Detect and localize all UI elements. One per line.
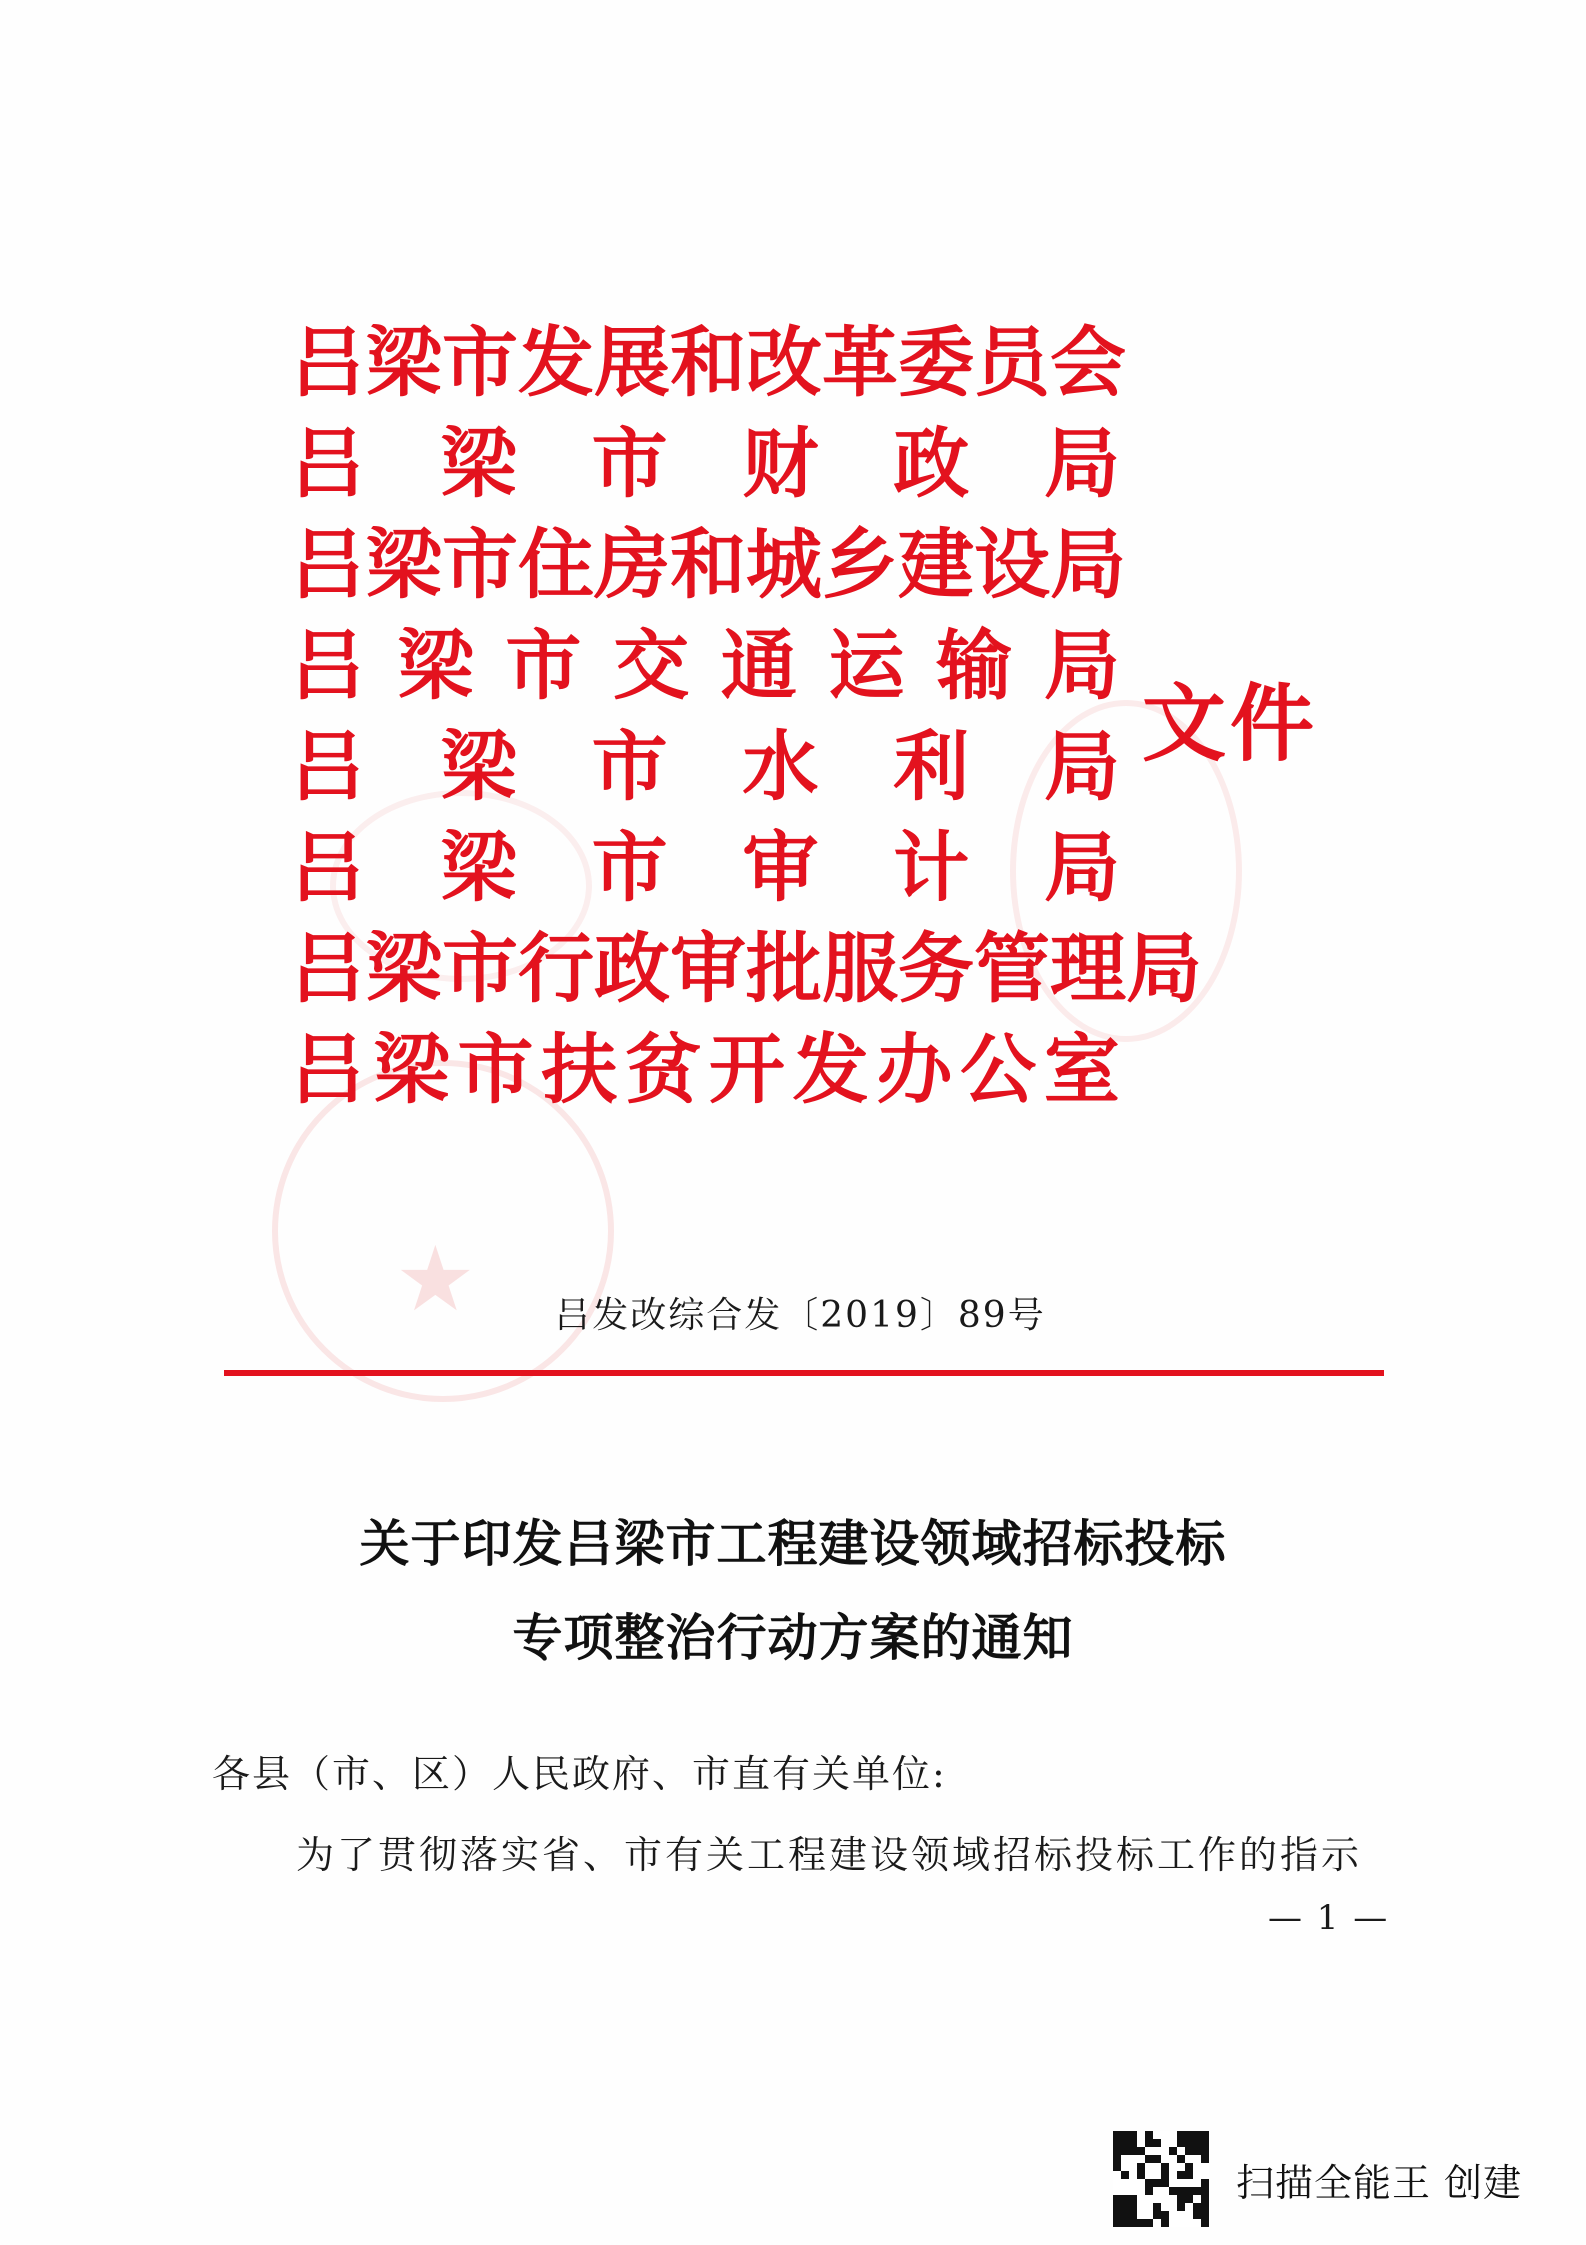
masthead-char: 建 [898,520,974,609]
masthead-char: 理 [1050,924,1126,1013]
masthead-org-line [290,817,1120,918]
masthead-char: 吕 [290,318,366,407]
masthead-org-line [290,1019,1120,1120]
masthead-org-line [290,615,1120,716]
masthead-char: 市 [442,520,518,609]
masthead-char: 财 [742,419,819,508]
masthead-char: 审 [670,924,746,1013]
masthead-char: 委 [898,318,974,407]
masthead-char: 住 [518,520,594,609]
masthead-char: 市 [505,621,582,710]
masthead-char: 市 [442,924,518,1013]
masthead-char: 市 [457,1025,534,1114]
masthead-char: 房 [594,520,670,609]
masthead-char: 吕 [290,924,366,1013]
masthead-char: 吕 [290,823,366,912]
red-masthead [290,312,1202,1120]
masthead-char: 利 [893,722,970,811]
masthead-char: 展 [594,318,670,407]
masthead-char: 运 [828,621,905,710]
masthead-char: 和 [670,318,746,407]
masthead-char: 局 [1043,419,1120,508]
masthead-char: 梁 [440,722,517,811]
masthead-char: 服 [822,924,898,1013]
body-paragraph: 为了贯彻落实省、市有关工程建设领域招标投标工作的指示 [296,1833,1363,1877]
masthead-char: 吕 [290,1025,366,1114]
scanner-watermark: 扫描全能王 创建 [1236,2161,1523,2205]
masthead-char: 行 [518,924,594,1013]
masthead-char: 吕 [290,722,366,811]
masthead-char: 市 [591,823,668,912]
masthead-char: 政 [594,924,670,1013]
masthead-char: 改 [746,318,822,407]
masthead-char: 开 [708,1025,785,1114]
masthead-char: 局 [1126,924,1202,1013]
masthead-char: 梁 [366,924,442,1013]
masthead-char: 吕 [290,520,366,609]
masthead-char: 城 [746,520,822,609]
masthead-char: 批 [746,924,822,1013]
masthead-char: 输 [936,621,1013,710]
qr-code-icon [1113,2131,1209,2227]
salutation: 各县（市、区）人民政府、市直有关单位: [212,1752,947,1796]
masthead-char: 交 [613,621,690,710]
masthead-char: 审 [742,823,819,912]
masthead-char: 水 [742,722,819,811]
masthead-org-line [290,514,1126,615]
masthead-org-line [290,716,1120,817]
masthead-char: 设 [974,520,1050,609]
masthead-char: 梁 [440,419,517,508]
masthead-char: 计 [893,823,970,912]
document-title-line-1: 关于印发吕梁市工程建设领域招标投标 [359,1515,1227,1573]
masthead-char: 办 [876,1025,953,1114]
masthead-char: 吕 [290,621,366,710]
masthead-char: 梁 [366,520,442,609]
masthead-char: 梁 [366,318,442,407]
masthead-char: 贫 [625,1025,702,1114]
masthead-char: 梁 [373,1025,450,1114]
masthead-char: 乡 [822,520,898,609]
document-number: 吕发改综合发〔2019〕89号 [554,1295,1046,1336]
masthead-doc-type: 文件 [1142,675,1319,773]
masthead-char: 室 [1043,1025,1120,1114]
masthead-char: 局 [1043,722,1120,811]
masthead-org-line [290,918,1202,1019]
masthead-char: 市 [442,318,518,407]
masthead-char: 市 [591,419,668,508]
masthead-char: 通 [720,621,797,710]
masthead-org-line [290,312,1126,413]
red-divider-line [224,1370,1384,1376]
masthead-char: 和 [670,520,746,609]
masthead-char: 政 [893,419,970,508]
masthead-char: 发 [518,318,594,407]
masthead-char: 会 [1050,318,1126,407]
masthead-char: 发 [792,1025,869,1114]
masthead-char: 务 [898,924,974,1013]
masthead-char: 局 [1050,520,1126,609]
masthead-char: 局 [1043,823,1120,912]
masthead-char: 公 [960,1025,1037,1114]
document-title-line-2: 专项整治行动方案的通知 [512,1609,1074,1667]
masthead-char: 市 [591,722,668,811]
masthead-char: 吕 [290,419,366,508]
masthead-char: 梁 [440,823,517,912]
masthead-char: 局 [1043,621,1120,710]
masthead-char: 革 [822,318,898,407]
masthead-char: 管 [974,924,1050,1013]
seal-star-icon: ★ [395,1227,476,1332]
page-number: — 1 — [1268,1898,1390,1938]
masthead-org-line [290,413,1120,514]
masthead-char: 员 [974,318,1050,407]
masthead-char: 扶 [541,1025,618,1114]
masthead-char: 梁 [397,621,474,710]
